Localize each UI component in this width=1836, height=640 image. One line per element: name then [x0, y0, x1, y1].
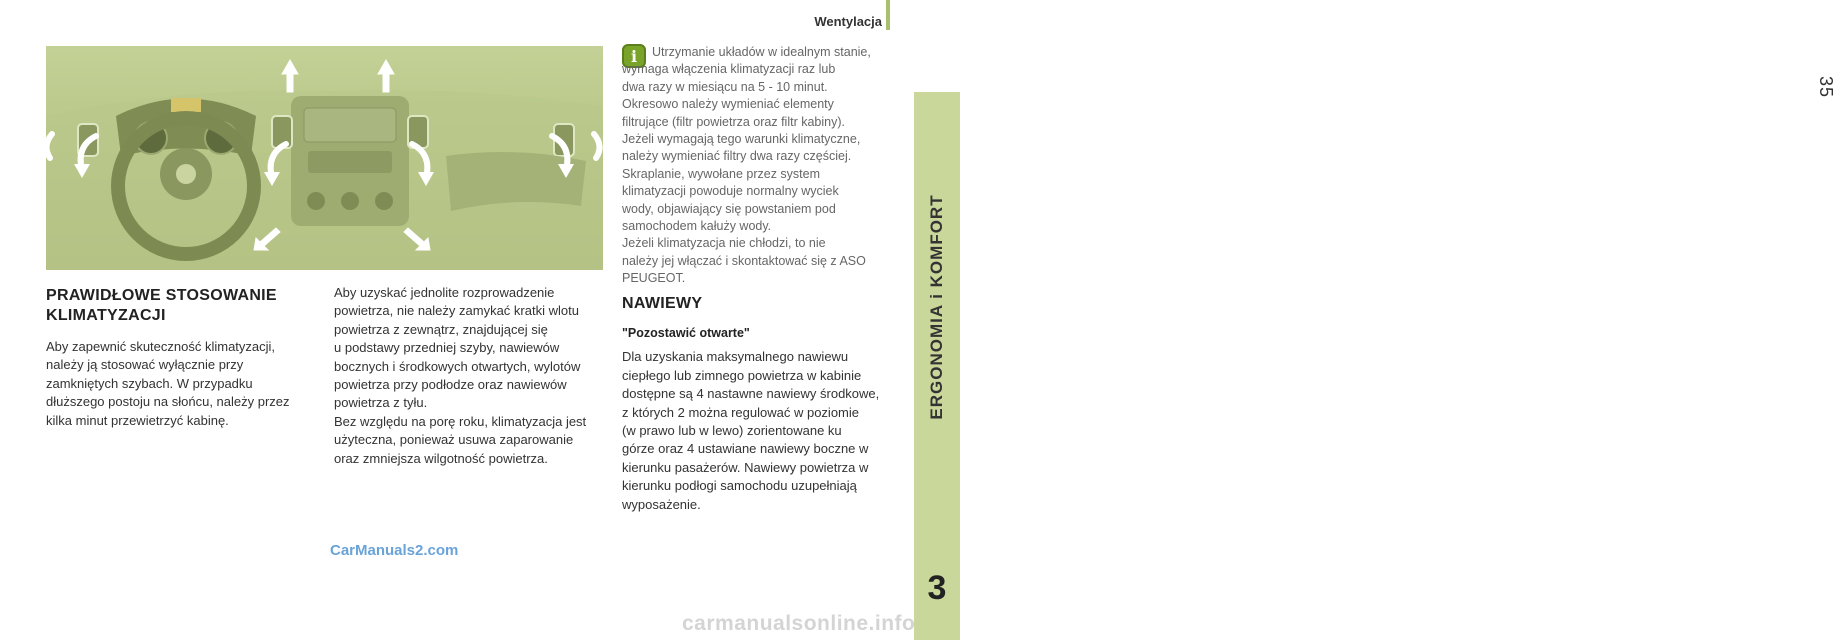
middle-column-body: Aby uzyskać jednolite rozprowadzenie powietrza, nie należy zamykać kratki wlotu powietrza z zewnątrz, znajdującej się u podstawy przedniej szyby, nawiewów bocznych i środkowych otwartych, wylotów powietrza przy podłodze oraz nawiewów powietrza z tyłu. Bez względu na porę roku, klimatyzacja jest użyteczna, ponieważ usuwa zaparowanie oraz zmniejsza wilgotność powietrza.: [334, 285, 587, 466]
chapter-sidebar: [914, 92, 960, 640]
right-column: [622, 294, 892, 514]
watermark-carmanualsonline: carmanualsonline.info: [682, 612, 916, 635]
left-column: [46, 286, 304, 430]
right-column-body: Dla uzyskania maksymalnego nawiewu ciepłego lub zimnego powietrza w kabinie dostępne są 4 nastawne nawiewy środkowe, z których 2 można regulować w poziomie (w prawo lub w lewo) zorientowane ku górze oraz 4 ustawiane nawiewy boczne w kierunku pasażerów. Nawiewy powietrza w kierunku podłogi samochodu uzupełniają wyposażenie.: [622, 349, 880, 512]
watermark-carmanuals2: CarManuals2.com: [330, 542, 459, 559]
left-column-body: Aby zapewnić skuteczność klimatyzacji, należy ją stosować wyłącznie przy zamkniętych szybach. W przypadku dłuższego postoju na słońcu, należy przez kilka minut przewietrzyć kabinę.: [46, 339, 290, 428]
info-icon: i: [622, 44, 646, 68]
chapter-title: ERGONOMIA i KOMFORT: [927, 194, 946, 420]
header-rule: [886, 0, 890, 30]
middle-column: [334, 284, 604, 468]
dashboard-illustration: [46, 46, 603, 270]
info-box-text: Utrzymanie układów w idealnym stanie, wymaga włączenia klimatyzacji raz lub dwa razy w miesiącu na 5 - 10 minut. Okresowo należy wymieniać elementy filtrujące (filtr powietrza oraz filtr kabiny). Jeżeli wymagają tego warunki klimatyczne, należy wymieniać filtry dwa razy częściej. Skraplanie, wywołane przez system klimatyzacji powoduje normalny wyciek wody, objawiający się powstaniem pod samochodem kałuży wody. Jeżeli klimatyzacja nie chłodzi, to nie należy jej włączać i skontaktować się z ASO PEUGEOT.: [622, 45, 871, 286]
heading-vents: NAWIEWY: [622, 295, 703, 312]
heading-proper-use: PRAWIDŁOWE STOSOWANIE KLIMATYZACJI: [46, 287, 277, 324]
subheading-leave-open: "Pozostawić otwarte": [622, 326, 750, 340]
page-number: 35: [1816, 76, 1836, 99]
dashboard-vents-illustration: [46, 46, 603, 270]
chapter-number: 3: [927, 569, 947, 607]
section-title: Wentylacja: [814, 14, 882, 29]
